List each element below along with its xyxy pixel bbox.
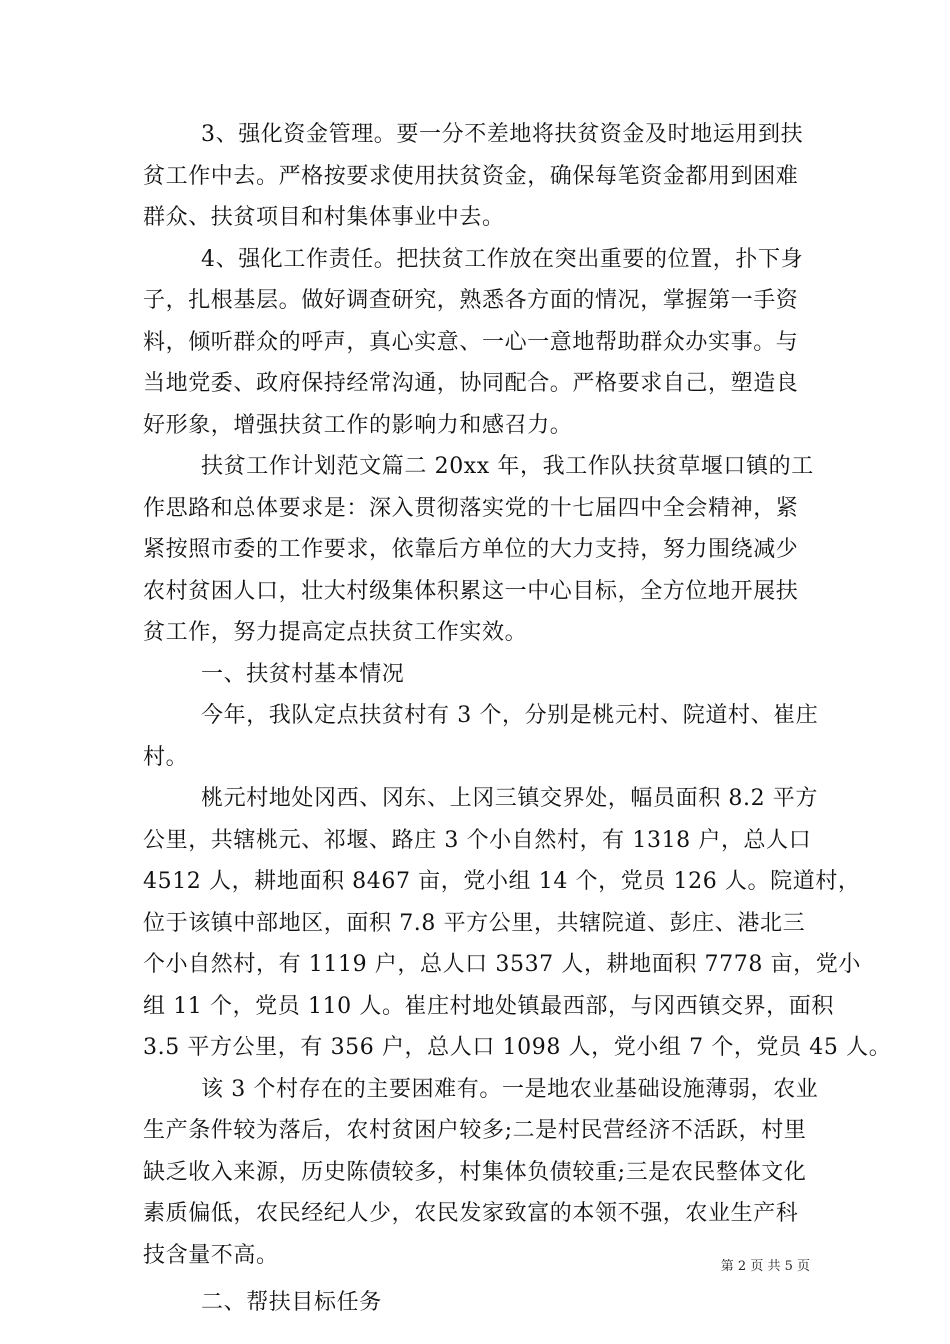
text-line: 当地党委、政府保持经常沟通，协同配合。严格要求自己，塑造良 [143,371,799,396]
text-line: 组 11 个，党员 110 人。崔庄村地处镇最西部，与冈西镇交界，面积 [143,993,834,1019]
text-line: 位于该镇中部地区，面积 7.8 平方公里，共辖院道、彭庄、港北三 [143,910,806,936]
text-line: 村。 [143,744,189,770]
text-line: 3、强化资金管理。要一分不差地将扶贫资金及时地运用到扶 [201,122,804,147]
text-line: 作思路和总体要求是：深入贯彻落实党的十七届四中全会精神，紧 [143,495,799,521]
text-line: 技含量不高。 [143,1242,279,1268]
text-line: 公里，共辖桃元、祁堰、路庄 3 个小自然村，有 1318 户，总人口 [143,827,812,853]
text-line: 贫工作，努力提高定点扶贫工作实效。 [143,620,528,645]
text-line: 今年，我队定点扶贫村有 3 个，分别是桃元村、院道村、崔庄 [201,703,819,728]
document-body [143,114,892,1324]
text-line: 该 3 个村存在的主要困难有。一是地农业基础设施薄弱，农业 [201,1076,819,1102]
text-line: 桃元村地处冈西、冈东、上冈三镇交界处，幅员面积 8.2 平方 [201,786,818,811]
text-line: 生产条件较为落后，农村贫困户较多;二是村民营经济不活跃，村里 [143,1118,807,1143]
text-line: 素质偏低，农民经纪人少，农民发家致富的本领不强，农业生产科 [143,1201,799,1226]
section-heading: 二、帮扶目标任务 [201,1290,382,1315]
text-line: 紧按照市委的工作要求，依靠后方单位的大力支持，努力围绕减少 [143,537,799,562]
text-line: 个小自然村，有 1119 户，总人口 3537 人，耕地面积 7778 亩，党小 [143,952,861,977]
text-line: 料，倾听群众的呼声，真心实意、一心一意地帮助群众办实事。与 [143,329,799,355]
text-line: 贫工作中去。严格按要求使用扶贫资金，确保每笔资金都用到困难 [143,163,799,189]
page-number: 第 2 页 共 5 页 [720,1259,810,1274]
section-heading: 一、扶贫村基本情况 [201,661,405,687]
text-line: 3.5 平方公里，有 356 户，总人口 1098 人，党小组 7 个，党员 45 人。 [143,1035,892,1060]
text-line: 4512 人，耕地面积 8467 亩，党小组 14 个，党员 126 人。院道村， [143,869,861,894]
text-line: 群众、扶贫项目和村集体事业中去。 [143,205,505,230]
text-line: 好形象，增强扶贫工作的影响力和感召力。 [143,412,573,438]
text-line: 缺乏收入来源，历史陈债较多，村集体负债较重;三是农民整体文化 [143,1159,807,1185]
text-line: 子，扎根基层。做好调查研究，熟悉各方面的情况，掌握第一手资 [143,288,799,313]
text-line: 扶贫工作计划范文篇二 20xx 年，我工作队扶贫草堰口镇的工 [201,454,814,479]
text-line: 农村贫困人口，壮大村级集体积累这一中心目标，全方位地开展扶 [143,578,799,604]
text-line: 4、强化工作责任。把扶贫工作放在突出重要的位置，扑下身 [201,246,804,272]
